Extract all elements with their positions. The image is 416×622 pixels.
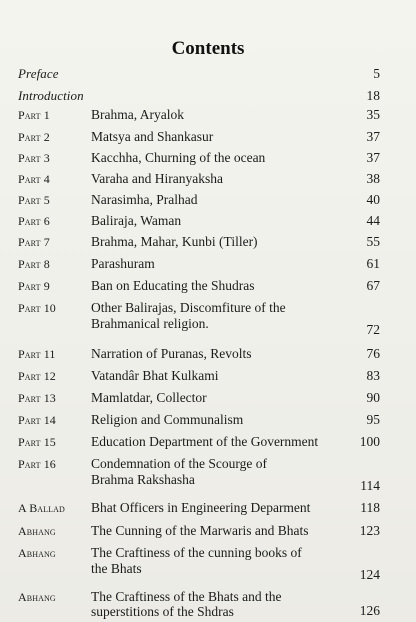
toc-label: Part 3	[18, 151, 50, 165]
toc-entry-introduction	[18, 88, 380, 104]
toc-label: Preface	[18, 66, 59, 81]
toc-page-number: 55	[366, 234, 380, 249]
toc-entry-part-3	[18, 150, 380, 166]
toc-page-number: 124	[359, 567, 380, 582]
toc-entry-part-12	[18, 368, 380, 384]
toc-label: Part 8	[18, 257, 50, 271]
toc-entry-part-10	[18, 300, 380, 338]
toc-entry-part-1	[18, 107, 380, 123]
toc-title: Religion and Communalism	[91, 412, 244, 427]
toc-title: Other Balirajas, Discomfiture of the	[91, 300, 286, 315]
toc-entry-part-8	[18, 256, 380, 272]
toc-entry-abhang-3	[18, 589, 380, 621]
toc-title: Brahma, Mahar, Kunbi (Tiller)	[91, 234, 258, 249]
toc-label: Part 5	[18, 193, 50, 207]
toc-page-number: 5	[373, 66, 380, 81]
toc-entry-part-11	[18, 346, 380, 362]
toc-label: Part 6	[18, 214, 50, 228]
toc-page-number: 114	[360, 478, 380, 493]
toc-entry-part-16	[18, 456, 380, 494]
toc-label: Part 15	[18, 435, 56, 449]
toc-title: Baliraja, Waman	[91, 213, 182, 228]
toc-label: Part 9	[18, 279, 50, 293]
toc-page-number: 35	[366, 107, 380, 122]
toc-page-number: 37	[366, 150, 380, 165]
toc-label: Introduction	[18, 88, 84, 103]
toc-page-number: 95	[366, 412, 380, 427]
toc-entry-part-5	[18, 192, 380, 208]
page-title: Contents	[171, 38, 245, 59]
toc-label: Part 2	[18, 130, 50, 144]
toc-page-number: 40	[366, 192, 380, 207]
toc-label: Abhang	[18, 590, 56, 604]
toc-entry-part-4	[18, 171, 380, 187]
toc-page-number: 37	[366, 129, 380, 144]
toc-title: Narration of Puranas, Revolts	[91, 346, 252, 361]
toc-title: Vatandâr Bhat Kulkami	[91, 368, 219, 383]
toc-label: Part 1	[18, 108, 50, 122]
toc-page-number: 18	[366, 88, 380, 103]
toc-entry-abhang-2	[18, 545, 380, 583]
toc-page-number: 90	[366, 390, 380, 405]
toc-entry-part-15	[18, 434, 380, 450]
toc-label: Abhang	[18, 524, 56, 538]
toc-title-continued: superstitions of the Shdras	[91, 604, 234, 619]
toc-label: Abhang	[18, 546, 56, 560]
toc-title-continued: the Bhats	[91, 561, 142, 576]
toc-title: The Craftiness of the Bhats and the	[91, 589, 282, 604]
toc-entry-part-2	[18, 129, 380, 145]
toc-page-number: 44	[366, 213, 380, 228]
toc-entry-part-14	[18, 412, 380, 428]
toc-title-continued: Brahma Rakshasha	[91, 472, 195, 487]
toc-label: Part 4	[18, 172, 50, 186]
toc-page-number: 61	[366, 256, 380, 271]
toc-label: Part 11	[18, 347, 56, 361]
toc-label: Part 12	[18, 369, 56, 383]
toc-page-number: 38	[366, 171, 380, 186]
toc-label: Part 16	[18, 457, 56, 471]
toc-title: Condemnation of the Scourge of	[91, 456, 267, 471]
toc-title: Brahma, Aryalok	[91, 107, 184, 122]
toc-title: Mamlatdar, Collector	[91, 390, 207, 405]
toc-entry-part-7	[18, 234, 380, 250]
toc-label: A Ballad	[18, 501, 65, 515]
toc-page-number: 72	[366, 322, 380, 337]
toc-title: Kacchha, Churning of the ocean	[91, 150, 266, 165]
toc-entry-part-9	[18, 278, 380, 294]
toc-title: Bhat Officers in Engineering Deparment	[91, 500, 311, 515]
toc-title-continued: Brahmanical religion.	[91, 316, 209, 331]
toc-page-number: 126	[359, 603, 380, 618]
toc-page-number: 123	[359, 523, 380, 538]
toc-entry-preface	[18, 66, 380, 82]
toc-page-number: 76	[366, 346, 380, 361]
toc-label: Part 13	[18, 391, 56, 405]
toc-title: Narasimha, Pralhad	[91, 192, 198, 207]
toc-label: Part 14	[18, 413, 56, 427]
toc-page-number: 83	[366, 368, 380, 383]
toc-label: Part 7	[18, 235, 50, 249]
toc-title: Ban on Educating the Shudras	[91, 278, 255, 293]
toc-title: Matsya and Shankasur	[91, 129, 214, 144]
toc-page-number: 67	[366, 278, 380, 293]
toc-title: Education Department of the Government	[91, 434, 319, 449]
toc-entry-part-13	[18, 390, 380, 406]
toc-entry-part-6	[18, 213, 380, 229]
toc-page-number: 118	[360, 500, 380, 515]
toc-entry-ballad	[18, 500, 380, 516]
toc-title: The Craftiness of the cunning books of	[91, 545, 302, 560]
toc-title: Varaha and Hiranyaksha	[91, 171, 223, 186]
toc-page-number: 100	[359, 434, 380, 449]
toc-label: Part 10	[18, 301, 56, 315]
toc-entry-abhang-1	[18, 523, 380, 539]
toc-title: Parashuram	[91, 256, 155, 271]
toc-title: The Cunning of the Marwaris and Bhats	[91, 523, 309, 538]
